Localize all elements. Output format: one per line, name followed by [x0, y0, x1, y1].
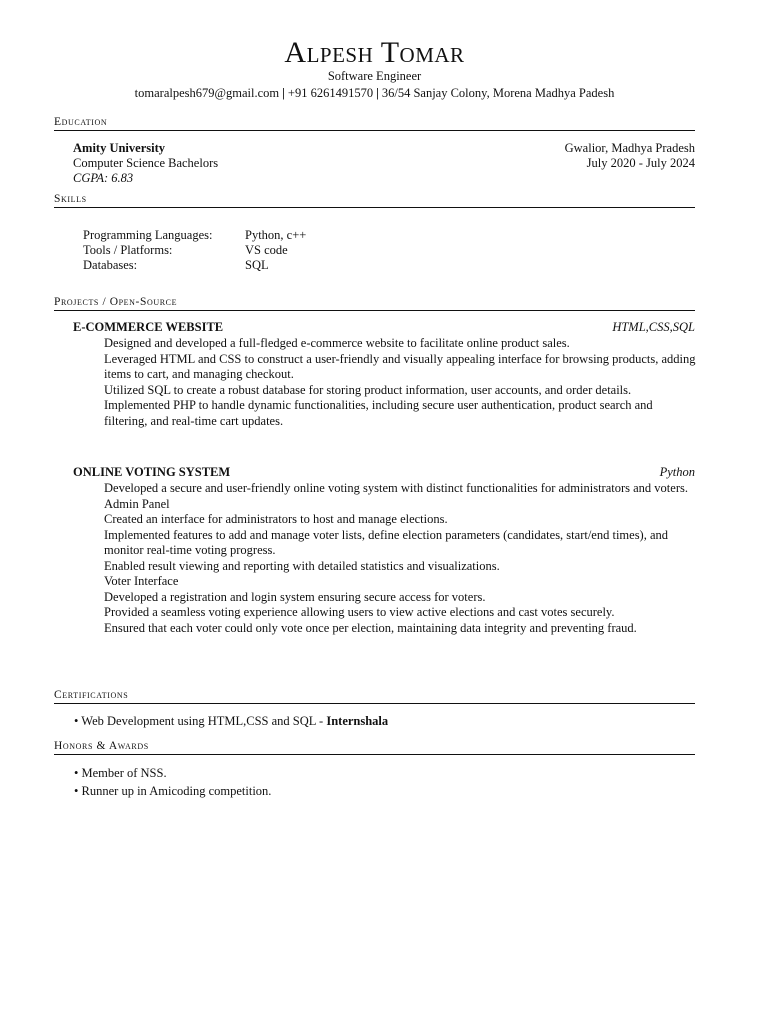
bullet-icon: • [74, 766, 79, 780]
certification-item [74, 714, 388, 729]
address: 36/54 Sanjay Colony, Morena Madhya Padesh [381, 86, 615, 100]
project-line: Developed a secure and user-friendly online voting system with distinct functionalities for administrators and voters. [104, 481, 688, 495]
skill-label: Programming Languages: [83, 228, 213, 242]
certification-issuer: Internshala [326, 714, 389, 728]
project-line: Created an interface for administrators to host and manage elections. [104, 512, 448, 526]
project-line: Implemented PHP to handle dynamic functionalities, including secure user authentication, product search and filtering, and real-time cart updates. [104, 398, 653, 428]
bullet-icon: • [74, 784, 79, 798]
school-name: Amity University [73, 141, 165, 155]
separator: | [282, 86, 285, 100]
honor-item [74, 784, 271, 799]
project-line: Voter Interface [104, 574, 179, 588]
cgpa: CGPA: 6.83 [73, 171, 134, 185]
honor-text: Member of NSS. [81, 766, 167, 780]
project-tech: Python [659, 465, 695, 479]
project-line: Utilized SQL to create a robust database for storing product information, user accounts, and order details. [104, 382, 632, 397]
skill-value: Python, c++ [245, 228, 307, 242]
skill-value: VS code [245, 243, 288, 257]
project-line: Designed and developed a full-fledged e-commerce website to facilitate online product sales. [104, 336, 570, 350]
resume-page [54, 0, 695, 1024]
project-line: Admin Panel [104, 496, 170, 511]
contact-line [54, 86, 695, 101]
email-link[interactable]: tomaralpesh679@gmail.com [134, 86, 280, 100]
project-tech: HTML,CSS,SQL [612, 320, 695, 334]
education-heading: Education [54, 115, 695, 131]
skill-label: Tools / Platforms: [83, 243, 173, 257]
skill-label: Databases: [83, 258, 138, 272]
project-line: Provided a seamless voting experience allowing users to view active elections and cast votes securely. [104, 605, 615, 619]
project-line: Ensured that each voter could only vote once per election, maintaining data integrity and preventing fraud. [104, 620, 637, 635]
phone-number: +91 6261491570 [287, 86, 374, 100]
separator: | [376, 86, 379, 100]
certifications-heading: Certifications [54, 688, 695, 704]
project-title: ONLINE VOTING SYSTEM [73, 465, 231, 479]
project-line: Implemented features to add and manage voter lists, define election parameters (candidates, start/end times), and monitor real-time voting progress. [104, 527, 669, 557]
honor-item [74, 766, 167, 781]
honors-heading: Honors & Awards [54, 739, 695, 755]
skills-heading: Skills [54, 192, 695, 208]
candidate-name: Alpesh Tomar [284, 36, 465, 69]
project-line: Leveraged HTML and CSS to construct a user-friendly and visually appealing interface for browsing products, adding items to cart, and managing checkout. [104, 351, 696, 381]
candidate-title: Software Engineer [327, 69, 422, 83]
project-description [104, 481, 699, 636]
degree: Computer Science Bachelors [73, 156, 219, 170]
project-title: E-COMMERCE WEBSITE [73, 320, 224, 334]
project-description [104, 336, 699, 429]
projects-heading: Projects / Open-Source [54, 295, 695, 311]
honor-text: Runner up in Amicoding competition. [81, 784, 272, 798]
bullet-icon: • [74, 714, 79, 728]
certification-text: Web Development using HTML,CSS and SQL - [81, 714, 327, 728]
skill-value: SQL [245, 258, 269, 272]
school-location: Gwalior, Madhya Pradesh [564, 141, 695, 155]
education-dates: July 2020 - July 2024 [586, 156, 695, 170]
project-line: Developed a registration and login system ensuring secure access for voters. [104, 589, 486, 604]
project-line: Enabled result viewing and reporting with detailed statistics and visualizations. [104, 558, 500, 573]
